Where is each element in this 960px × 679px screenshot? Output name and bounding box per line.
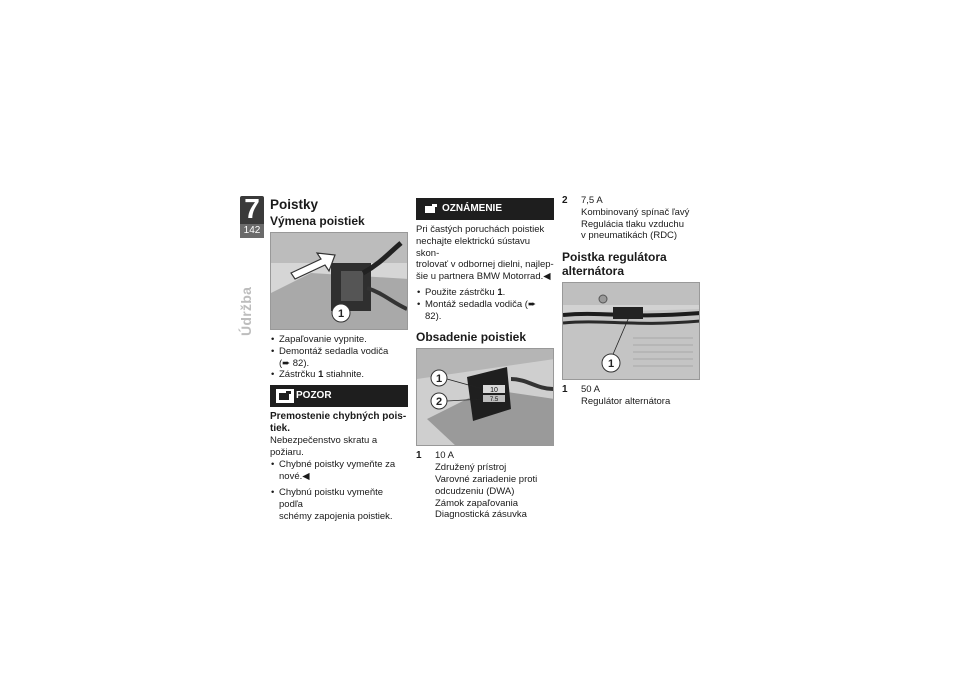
photo-fuse-connector [270, 232, 408, 330]
fuse-1-label: 10 [490, 387, 498, 395]
list-item: • Použite zástrčku 1. [416, 287, 554, 299]
use-plug-list [416, 287, 554, 322]
notice-banner [416, 198, 554, 220]
legend-item-1: 1 10 A Združený prístroj Varovné zariadenie proti odcudzeniu (DWA) Zámok zapaľovania Diagnostická zásuvka [416, 450, 538, 521]
fuse-2-label: 7.5 [489, 397, 499, 404]
column-1 [270, 197, 408, 523]
steps-list [270, 334, 408, 381]
photo-fuse-box-graphic [417, 349, 554, 446]
caution-icon [276, 389, 294, 403]
legend-item-alternator: 1 50 A Regulátor alternátora [562, 384, 671, 407]
photo-badge: 1 [337, 308, 345, 320]
photo-badge-1: 1 [435, 373, 443, 386]
caution-label: POZOR [296, 390, 332, 402]
list-item: • Demontáž sedadla vodiča (➨ 82). [270, 346, 408, 370]
photo-badge-2: 2 [435, 396, 443, 409]
photo-fuse-connector-graphic [271, 233, 408, 330]
page-title: Poistky [270, 197, 319, 212]
photo-alternator-fuse [562, 282, 700, 380]
caution-banner [270, 385, 408, 407]
caution-list [270, 459, 408, 523]
section-title-alternator-fuse: Poistka regulátora alternátora [562, 250, 667, 279]
section-side-label: Údržba [238, 286, 254, 336]
caution-title: Premostenie chybných pois- tiek. [270, 411, 407, 435]
list-item: • Chybné poistky vymeňte za nové.◀ [270, 459, 408, 483]
list-item: • Montáž sedadla vodiča (➨ 82). [416, 299, 554, 323]
notice-icon [422, 202, 440, 216]
page-number: 142 [240, 224, 264, 238]
section-title-replace-fuses: Výmena poistiek [270, 214, 365, 228]
column-3 [562, 197, 700, 408]
photo-alternator-fuse-graphic [563, 283, 700, 380]
caution-text: Nebezpečenstvo skratu a požiaru. [270, 435, 378, 458]
photo-badge: 1 [607, 358, 615, 371]
list-item: • Chybnú poistku vymeňte podľa schémy zapojenia poistiek. [270, 487, 408, 522]
chapter-number: 7 [244, 193, 260, 224]
column-2 [416, 197, 554, 521]
list-item: • Zástrčku 1 stiahnite. [270, 369, 408, 381]
section-title-fuse-assignment: Obsadenie poistiek [416, 330, 527, 345]
list-item: • Zapaľovanie vypnite. [270, 334, 408, 346]
legend-item-2: 2 7,5 A Kombinovaný spínač ľavý Regulácia tlaku vzduchu v pneumatikách (RDC) [562, 195, 690, 242]
notice-text: Pri častých poruchách poistiek nechajte elektrickú sústavu skon- trolovať v odbornej dielni, najlep- šie u partnera BMW Motorrad.◀ [416, 224, 554, 283]
notice-label: OZNÁMENIE [442, 203, 502, 214]
photo-fuse-box [416, 348, 554, 446]
